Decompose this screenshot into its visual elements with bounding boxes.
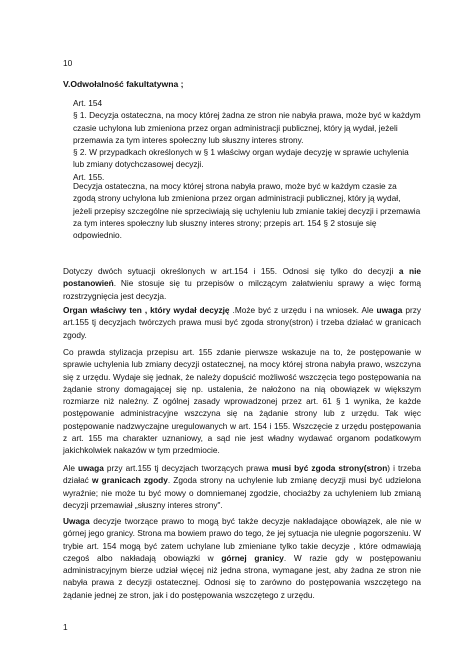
para2-text-1: .Może być z urzędu i na wniosek. Ale — [229, 305, 377, 315]
para5-text-2: . W razie gdy w postępowaniu administracyjnym bierze udział więcej niż jedna strona, wymagane jest, aby żadna ze stron nie nabyła prawa z decyzji ostatecznej. Odnosi się to zarówno do postępowania wszczętego na żądanie jednej ze stron, jak i do postępowania wszczętego z urzędu. — [63, 552, 422, 600]
art-154-block — [73, 97, 421, 183]
para4-bold-3: w granicach zgody — [91, 475, 168, 486]
para1-text-1: Dotyczy dwóch sytuacji określonych w art.154 i 155. Odnosi się tylko do decyzji — [63, 266, 399, 276]
art-154-label: Art. 154 — [73, 98, 103, 108]
paragraph-intro — [63, 265, 421, 302]
para4-text-1: Ale — [63, 463, 79, 473]
para1-text-2: . Nie stosuje się tu przepisów o milczącym załatwieniu sprawy a więc formą rozstrzygnięcia jest decyzja. — [63, 278, 421, 301]
para4-bold-2: musi być zgoda strony(stron — [271, 463, 388, 473]
para5-bold-2: górnej granicy — [221, 552, 284, 563]
art-154-par-1: § 1. Decyzja ostateczna, na mocy której żadna ze stron nie nabyła prawa, może być w każdym czasie uchylona lub zmieniona przez organ administracji publicznej, który ją wydał, jeżeli przemawia za tym interes społeczny lub słuszny interes strony. — [73, 110, 421, 145]
para4-text-2: przy art.155 tj decyzjach tworzących prawa — [103, 463, 272, 473]
art-154-par-2: § 2. W przypadkach określonych w § 1 właściwy organ wydaje decyzję w sprawie uchylenia lub zmiany dotychczasowej decyzji. — [73, 147, 409, 170]
para4-text-3: ) i trzeba działać — [63, 463, 422, 486]
paragraph-uwaga-decyzje — [63, 515, 421, 601]
para4-text-4: . Zgoda strony na uchylenie lub zmianę decyzji musi być udzielona wyraźnie; nie może tu być mowy o domniemanej zgodzie, chociażby za uchyleniem lub zmianą decyzji przemawiał „słuszny interes strony". — [63, 475, 422, 510]
paragraph-uwaga-zgoda — [63, 462, 421, 511]
section-heading: V.Odwołalność fakultatywna ; — [63, 79, 184, 89]
art-155-text: Decyzja ostateczna, na mocy której strona nabyła prawo, może być w każdym czasie za zgodą strony uchylona lub zmieniona przez organ administracji publicznej, który ją wydał, jeżeli przepisy szczególne nie sprzeciwiają się uchyleniu lub zmianie takiej decyzji i przemawia za tym interes społeczny lub słuszny interes strony; przepis art. 154 § 2 stosuje się odpowiednio. — [73, 181, 421, 241]
para2-bold-1: Organ właściwy ten , który wydał decyzję — [63, 305, 230, 315]
para4-bold-1: uwaga — [78, 463, 104, 473]
page-number-top: 10 — [63, 58, 73, 68]
para1-bold-1: a nie postanowień — [63, 266, 421, 289]
art-155-label: Art. 155. — [73, 171, 105, 182]
para2-bold-2: uwaga — [376, 305, 403, 315]
para5-text-1: decyzje tworzące prawo to mogą być także decyzje nakładające obowiązek, ale nie w górnej jego granicy. Strona ma bowiem prawo do tego, że jej sytuacja nie ulegnie pogorszeniu. W trybie art. 154 mogą być zatem uchylane lub zmieniane tylko takie decyzje , które odmawiają czegoś albo nakładają obowiązki w — [63, 516, 421, 563]
page-number-bottom: 1 — [63, 622, 68, 632]
paragraph-organ — [63, 304, 421, 341]
paragraph-stylizacja: Co prawda stylizacja przepisu art. 155 zdanie pierwsze wskazuje na to, że postępowanie w sprawie uchylenia lub zmiany decyzji ostatecznej, na mocy której strona nabyła prawo, wszczyna się z urzędu. Wydaje się jednak, że należy dopuścić możliwość wszczęcia tego postępowania na żądanie strony domagającej się np. ustalenia, że nałożono na nią obowiązek w większym rozmiarze niż należny. Z ogólnej zasady wprowadzonej przez art. 61 § 1 wynika, że każde postępowanie administracyjne wszczyna się na żądanie strony lub z urzędu. Tak więc postępowanie nadzwyczajne uregulowanych w art. 154 i 155. Wszczęcie z urzędu postępowania z art. 155 ma charakter uznaniowy, a sąd nie jest władny wydawać organom podatkowym jakichkolwiek nakazów w tym przedmiocie. — [63, 347, 421, 456]
para5-bold-1: Uwaga — [63, 516, 90, 526]
para2-text-2: przy art.155 tj decyzjach twórczych prawa musi być zgoda strony(stron) i trzeba działać w granicach zgody. — [63, 305, 422, 340]
